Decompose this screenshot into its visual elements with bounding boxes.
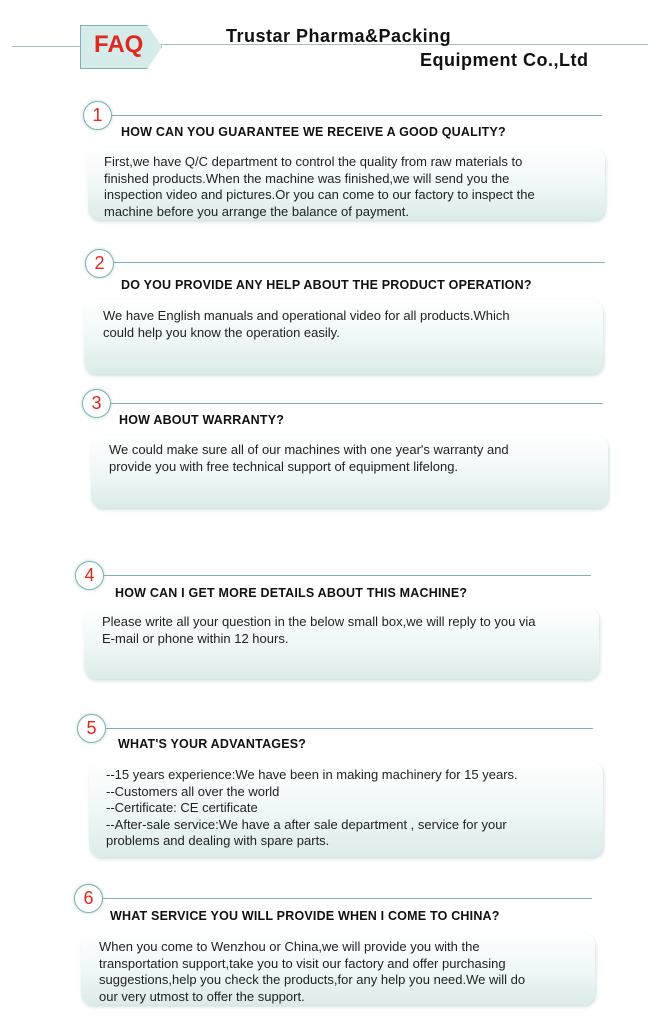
faq-divider (95, 728, 593, 729)
faq-answer (99, 939, 525, 1005)
answer-line: --After-sale service:We have a after sale department , service for your (106, 816, 507, 832)
faq-answer (106, 767, 518, 850)
answer-line: Please write all your question in the below small box,we will reply to you via (102, 614, 536, 629)
faq-answer (109, 442, 509, 475)
faq-divider (100, 115, 602, 116)
faq-question: HOW CAN YOU GUARANTEE WE RECEIVE A GOOD QUALITY? (121, 125, 506, 139)
faq-answer (104, 154, 535, 220)
answer-line: First,we have Q/C department to control the quality from raw materials to (104, 154, 523, 169)
faq-divider (100, 403, 603, 404)
faq-divider (92, 898, 592, 899)
answer-line: finished products.When the machine was finished,we will send you the (104, 170, 510, 186)
faq-answer (103, 308, 510, 341)
answer-line: suggestions,help you check the products,for any help you need.We will do (99, 972, 526, 987)
answer-line: could help you know the operation easily. (103, 324, 340, 340)
answer-line: E-mail or phone within 12 hours. (102, 630, 289, 646)
answer-line: machine before you arrange the balance of payment. (104, 203, 409, 219)
faq-number-badge: 5 (77, 714, 106, 743)
header-rule-top (12, 46, 80, 47)
faq-question: HOW ABOUT WARRANTY? (119, 413, 285, 427)
faq-divider (93, 575, 591, 576)
answer-line: --Customers all over the world (106, 783, 280, 799)
faq-number-badge: 3 (82, 389, 111, 418)
faq-question: WHAT SERVICE YOU WILL PROVIDE WHEN I COME TO CHINA? (110, 909, 500, 923)
faq-number-badge: 2 (85, 249, 114, 278)
answer-line: our very utmost to offer the support. (99, 988, 305, 1004)
answer-line: inspection video and pictures.Or you can come to our factory to inspect the (104, 187, 535, 202)
faq-question: DO YOU PROVIDE ANY HELP ABOUT THE PRODUCT OPERATION? (121, 278, 532, 292)
faq-number-badge: 6 (74, 884, 103, 913)
answer-line: problems and dealing with spare parts. (106, 833, 330, 848)
company-name-line1: Trustar Pharma&Packing (226, 26, 452, 46)
faq-label: FAQ (94, 31, 144, 58)
answer-line: We could make sure all of our machines with one year's warranty and (109, 442, 509, 457)
answer-line: When you come to Wenzhou or China,we will provide you with the (99, 939, 480, 954)
faq-question: HOW CAN I GET MORE DETAILS ABOUT THIS MACHINE? (115, 586, 468, 600)
faq-number-badge: 4 (75, 561, 104, 590)
company-name-line2: Equipment Co.,Ltd (420, 50, 589, 70)
answer-line: transportation support,take you to visit our factory and offer purchasing (99, 955, 506, 971)
faq-answer (102, 614, 536, 647)
faq-divider (103, 262, 605, 263)
faq-question: WHAT'S YOUR ADVANTAGES? (118, 737, 307, 751)
answer-line: --Certificate: CE certificate (106, 800, 258, 815)
answer-line: provide you with free technical support of equipment lifelong. (109, 458, 459, 474)
answer-line: --15 years experience:We have been in making machinery for 15 years. (106, 767, 518, 782)
faq-number-badge: 1 (83, 101, 112, 130)
answer-line: We have English manuals and operational video for all products.Which (103, 308, 510, 323)
